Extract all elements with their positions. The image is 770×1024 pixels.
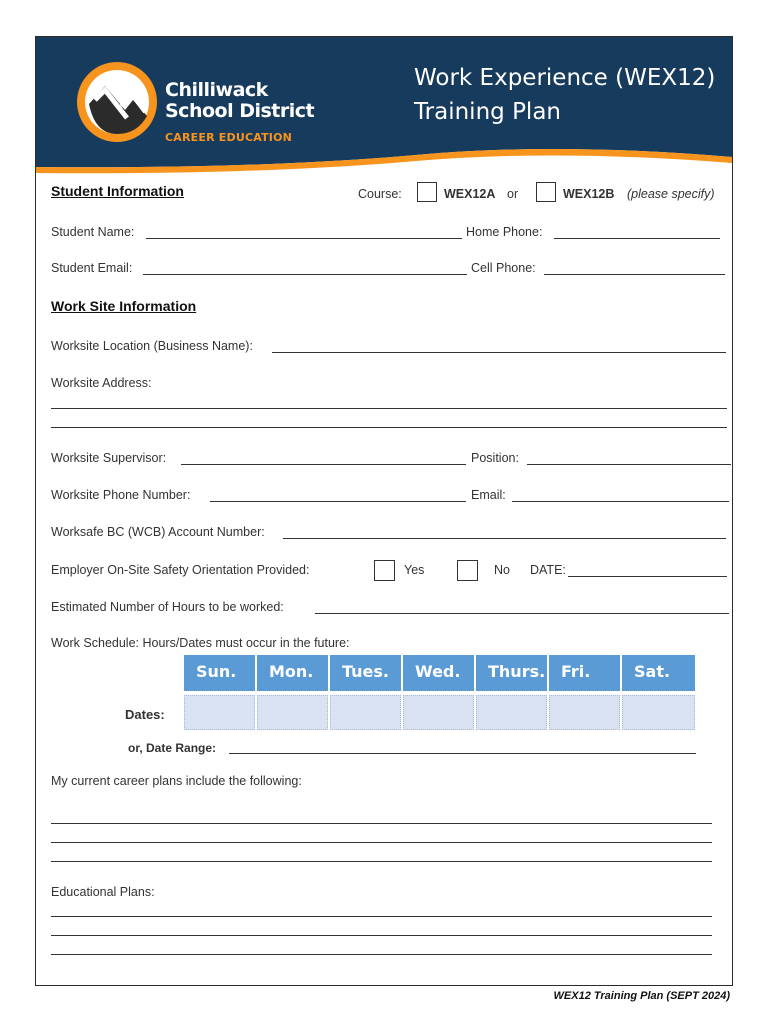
wcb-number-field[interactable] (283, 538, 726, 539)
day-header-thurs: Thurs. (476, 655, 547, 691)
position-label: Position: (471, 451, 519, 465)
worksite-address-line-2[interactable] (51, 427, 727, 428)
worksite-email-field[interactable] (512, 501, 729, 502)
wex12a-checkbox[interactable] (417, 182, 437, 202)
day-header-sat: Sat. (622, 655, 695, 691)
please-specify-note: (please specify) (627, 187, 715, 201)
document-title: Work Experience (WEX12) Training Plan (414, 65, 716, 125)
orientation-yes-label: Yes (404, 563, 425, 577)
day-header-sun: Sun. (184, 655, 255, 691)
educational-plans-line-2[interactable] (51, 935, 712, 936)
footer-text: WEX12 Training Plan (SEPT 2024) (553, 990, 730, 1002)
wex12b-checkbox[interactable] (536, 182, 556, 202)
career-plans-line-1[interactable] (51, 823, 712, 824)
cell-phone-label: Cell Phone: (471, 261, 536, 275)
educational-plans-label: Educational Plans: (51, 885, 155, 899)
student-name-label: Student Name: (51, 225, 135, 239)
worksite-location-label: Worksite Location (Business Name): (51, 339, 253, 353)
worksite-phone-field[interactable] (210, 501, 466, 502)
or-label: or (507, 187, 519, 201)
date-cell-tues[interactable] (330, 695, 401, 730)
educational-plans-line-1[interactable] (51, 916, 712, 917)
worksite-email-label: Email: (471, 488, 506, 502)
position-field[interactable] (527, 464, 731, 465)
page-frame (35, 36, 733, 986)
cell-phone-field[interactable] (544, 274, 725, 275)
worksite-location-field[interactable] (272, 352, 726, 353)
day-header-wed: Wed. (403, 655, 474, 691)
wex12b-label: WEX12B (563, 187, 615, 201)
district-logo-icon (75, 60, 159, 144)
orientation-no-label: No (494, 563, 510, 577)
career-plans-line-2[interactable] (51, 842, 712, 843)
hours-field[interactable] (315, 613, 729, 614)
day-header-tues: Tues. (330, 655, 401, 691)
home-phone-field[interactable] (554, 238, 720, 239)
orientation-date-label: DATE: (530, 563, 566, 577)
educational-plans-line-3[interactable] (51, 954, 712, 955)
work-schedule-label: Work Schedule: Hours/Dates must occur in the future: (51, 636, 350, 650)
date-cell-sat[interactable] (622, 695, 695, 730)
date-cell-sun[interactable] (184, 695, 255, 730)
home-phone-label: Home Phone: (466, 225, 543, 239)
date-cell-mon[interactable] (257, 695, 328, 730)
date-cell-thurs[interactable] (476, 695, 547, 730)
student-email-field[interactable] (143, 274, 467, 275)
district-name: Chilliwack School District (165, 79, 315, 122)
career-plans-label: My current career plans include the following: (51, 774, 302, 788)
date-cell-fri[interactable] (549, 695, 620, 730)
orientation-no-checkbox[interactable] (457, 560, 478, 581)
student-email-label: Student Email: (51, 261, 133, 275)
worksite-address-line-1[interactable] (51, 408, 727, 409)
course-label: Course: (358, 187, 402, 201)
worksite-phone-label: Worksite Phone Number: (51, 488, 191, 502)
orientation-yes-checkbox[interactable] (374, 560, 395, 581)
student-info-heading: Student Information (51, 183, 184, 199)
safety-orientation-label: Employer On-Site Safety Orientation Provided: (51, 563, 310, 577)
day-header-fri: Fri. (549, 655, 620, 691)
worksite-address-label: Worksite Address: (51, 376, 152, 390)
date-range-field[interactable] (229, 753, 696, 754)
worksite-info-heading: Work Site Information (51, 298, 197, 314)
career-education-label: CAREER EDUCATION (165, 131, 293, 144)
orientation-date-field[interactable] (568, 576, 727, 577)
worksite-supervisor-label: Worksite Supervisor: (51, 451, 167, 465)
date-cell-wed[interactable] (403, 695, 474, 730)
day-header-mon: Mon. (257, 655, 328, 691)
wex12a-label: WEX12A (444, 187, 496, 201)
career-plans-line-3[interactable] (51, 861, 712, 862)
dates-label: Dates: (125, 707, 165, 722)
date-range-label: or, Date Range: (128, 741, 217, 755)
student-name-field[interactable] (146, 238, 462, 239)
wcb-number-label: Worksafe BC (WCB) Account Number: (51, 525, 265, 539)
hours-label: Estimated Number of Hours to be worked: (51, 600, 284, 614)
worksite-supervisor-field[interactable] (181, 464, 466, 465)
